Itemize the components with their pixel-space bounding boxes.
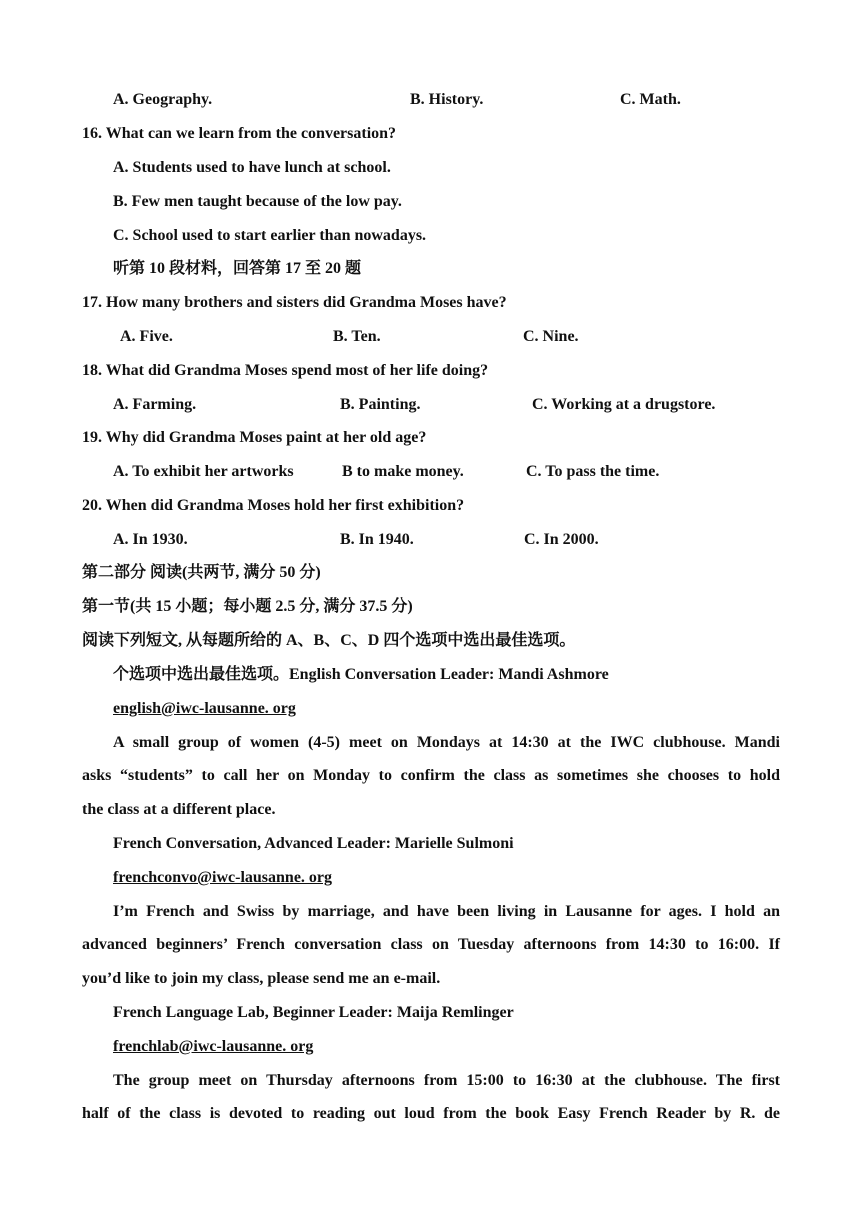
q20-option-a: A. In 1930.	[113, 531, 188, 548]
english-leader-heading: 个选项中选出最佳选项。English Conversation Leader: Mandi Ashmore	[113, 666, 609, 683]
q16-option-b: B. Few men taught because of the low pay.	[113, 193, 402, 210]
q19-question: 19. Why did Grandma Moses paint at her old age?	[82, 429, 427, 446]
french-lab-paragraph-text: The group meet on Thursday afternoons from 15:00 to 16:30 at the clubhouse. The first	[113, 1072, 780, 1089]
q16-option-c: C. School used to start earlier than nowadays.	[113, 227, 427, 244]
q18-option-a: A. Farming.	[113, 396, 197, 413]
q17-option-c: C. Nine.	[523, 328, 579, 345]
q19-option-a: A. To exhibit her artworks	[113, 463, 294, 480]
q19-option-b: B to make money.	[342, 463, 464, 480]
french-conversation-paragraph-line	[82, 902, 780, 922]
english-paragraph-text: A small group of women (4-5) meet on Mondays at 14:30 at the IWC clubhouse. Mandi	[113, 734, 780, 751]
french-lab-paragraph-line	[82, 1071, 780, 1091]
reading-instruction: 阅读下列短文, 从每题所给的 A、B、C、D 四个选项中选出最佳选项。	[82, 632, 576, 649]
french-conversation-leader-heading: French Conversation, Advanced Leader: Marielle Sulmoni	[113, 835, 514, 852]
q15-option-b: B. History.	[410, 91, 484, 108]
q17-option-b: B. Ten.	[333, 328, 381, 345]
q15-option-a: A. Geography.	[113, 91, 213, 108]
q19-option-c: C. To pass the time.	[526, 463, 660, 480]
french-lab-leader-heading: French Language Lab, Beginner Leader: Maija Remlinger	[113, 1004, 514, 1021]
q15-option-c: C. Math.	[620, 91, 681, 108]
french-conversation-paragraph-line: advanced beginners’ French conversation class on Tuesday afternoons from 14:30 to 16:00. If	[82, 936, 780, 953]
q16-question: 16. What can we learn from the conversation?	[82, 125, 397, 142]
french-lab-paragraph-line: half of the class is devoted to reading out loud from the book Easy French Reader by R. de	[82, 1105, 780, 1122]
q16-option-a: A. Students used to have lunch at school.	[113, 159, 391, 176]
q20-option-b: B. In 1940.	[340, 531, 414, 548]
french-conversation-email-link[interactable]: frenchconvo@iwc-lausanne. org	[113, 869, 333, 886]
french-conversation-paragraph-line: you’d like to join my class, please send me an e-mail.	[82, 970, 441, 987]
english-email-link[interactable]: english@iwc-lausanne. org	[113, 700, 296, 717]
french-conversation-paragraph-text: I’m French and Swiss by marriage, and have been living in Lausanne for ages. I hold an	[113, 903, 780, 920]
english-paragraph-line	[82, 733, 780, 753]
q20-option-c: C. In 2000.	[524, 531, 599, 548]
q20-question: 20. When did Grandma Moses hold her first exhibition?	[82, 497, 465, 514]
q17-question: 17. How many brothers and sisters did Grandma Moses have?	[82, 294, 507, 311]
part2-title: 第二部分 阅读(共两节, 满分 50 分)	[82, 564, 321, 581]
french-lab-email-link[interactable]: frenchlab@iwc-lausanne. org	[113, 1038, 314, 1055]
q18-option-b: B. Painting.	[340, 396, 421, 413]
q18-option-c: C. Working at a drugstore.	[532, 396, 716, 413]
english-paragraph-line: the class at a different place.	[82, 801, 276, 818]
english-paragraph-line: asks “students” to call her on Monday to confirm the class as sometimes she chooses to hold	[82, 767, 780, 784]
q17-option-a: A. Five.	[120, 328, 173, 345]
section10-instruction: 听第 10 段材料，回答第 17 至 20 题	[113, 260, 362, 277]
q18-question: 18. What did Grandma Moses spend most of her life doing?	[82, 362, 489, 379]
section1-title: 第一节(共 15 小题；每小题 2.5 分, 满分 37.5 分)	[82, 598, 413, 615]
